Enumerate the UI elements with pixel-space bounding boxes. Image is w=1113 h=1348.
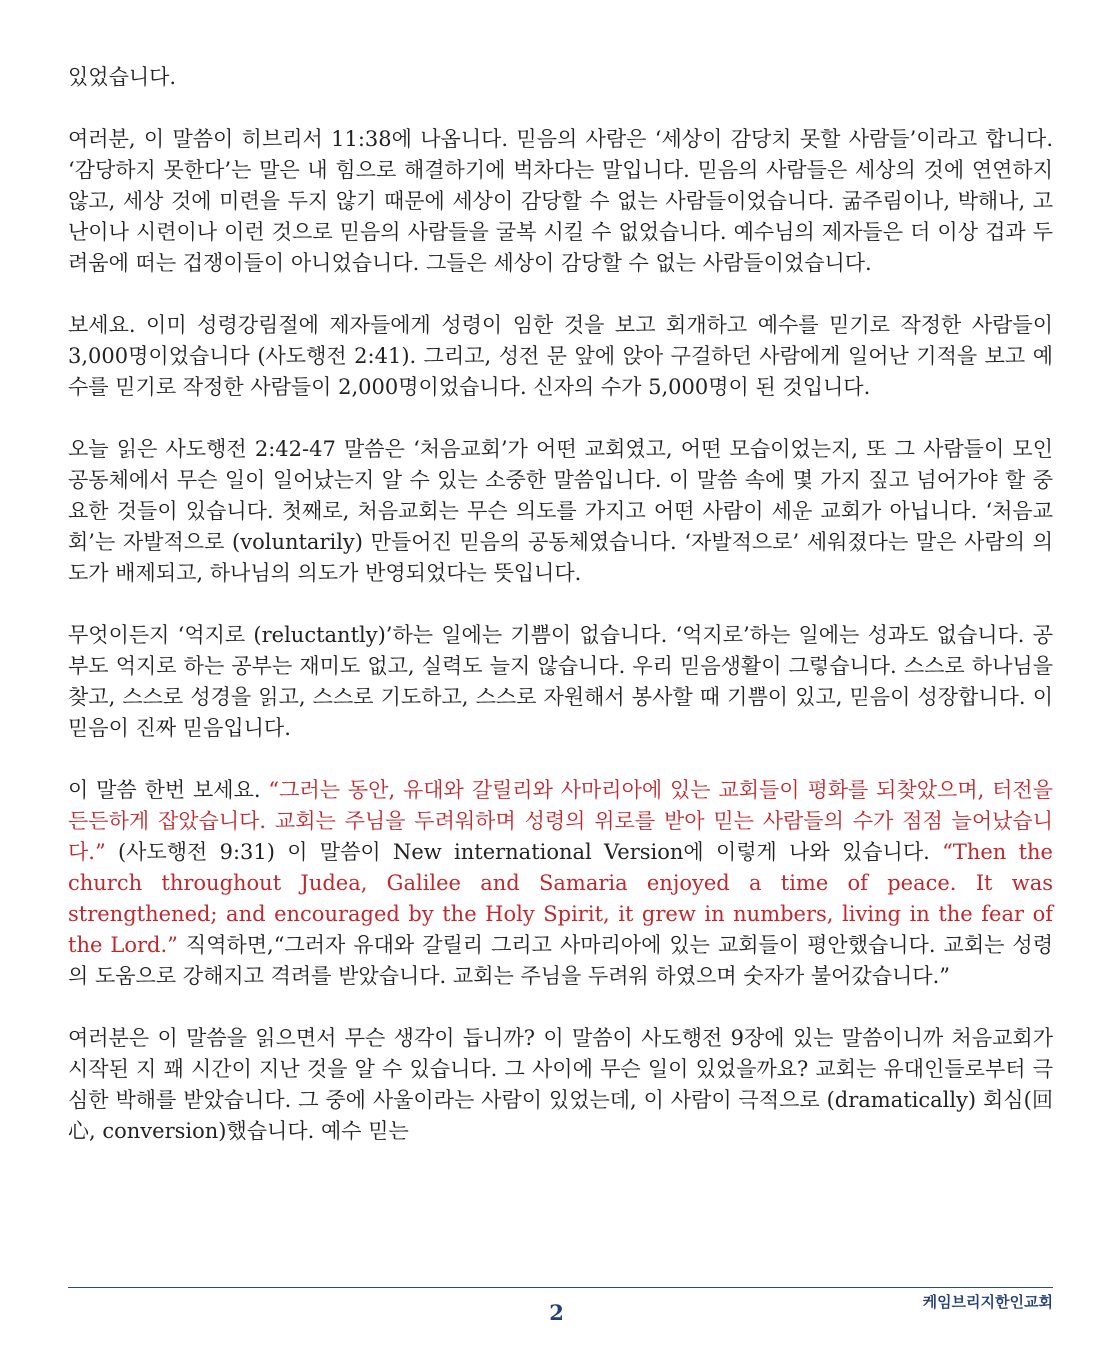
paragraph-text: 이 말씀 한번 보세요. — [68, 778, 269, 802]
paragraph-0 — [68, 62, 1053, 93]
page-number: 2 — [549, 1300, 564, 1325]
paragraph-5 — [68, 775, 1053, 992]
paragraph-2 — [68, 310, 1053, 403]
paragraph-4 — [68, 620, 1053, 744]
paragraph-text: 무엇이든지 ‘억지로 (reluctantly)’하는 일에는 기쁨이 없습니다. ‘억지로’하는 일에는 성과도 없습니다. 공부도 억지로 하는 공부는 재미도 없고, 실력도 늘지 않습니다. 우리 믿음생활이 그렇습니다. 스스로 하나님을 찾고, 스스로 성경을 읽고, 스스로 기도하고, 스스로 자원해서 봉사할 때 기쁨이 있고, 믿음이 성장합니다. 이 믿음이 진짜 믿음입니다. — [68, 623, 1053, 740]
paragraph-text: 직역하면,“그러자 유대와 갈릴리 그리고 사마리아에 있는 교회들이 평안했습니다. 교회는 성령의 도움으로 강해지고 격려를 받았습니다. 교회는 주님을 두려워 하였으며 숫자가 불어갔습니다.” — [68, 933, 1053, 988]
footer-church-name: 케임브리지한인교회 — [922, 1293, 1053, 1311]
page-body — [68, 62, 1053, 1178]
paragraph-6 — [68, 1023, 1053, 1147]
paragraph-text: 여러분은 이 말씀을 읽으면서 무슨 생각이 듭니까? 이 말씀이 사도행전 9장에 있는 말씀이니까 처음교회가 시작된 지 꽤 시간이 지난 것을 알 수 있습니다. 그 사이에 무슨 일이 있었을까요? 교회는 유대인들로부터 극심한 박해를 받았습니다. 그 중에 사울이라는 사람이 있었는데, 이 사람이 극적으로 (dramatically) 회심(回心, conversion)했습니다. 예수 믿는 — [68, 1026, 1053, 1143]
paragraph-text: 여러분, 이 말씀이 히브리서 11:38에 나옵니다. 믿음의 사람은 ‘세상이 감당치 못할 사람들’이라고 합니다. ‘감당하지 못한다’는 말은 내 힘으로 해결하기에 벅차다는 말입니다. 믿음의 사람들은 세상의 것에 연연하지 않고, 세상 것에 미련을 두지 않기 때문에 세상이 감당할 수 없는 사람들이었습니다. 굶주림이나, 박해나, 고난이나 시련이나 이런 것으로 믿음의 사람들을 굴복 시킬 수 없었습니다. 예수님의 제자들은 더 이상 겁과 두려움에 떠는 겁쟁이들이 아니었습니다. 그들은 세상이 감당할 수 없는 사람들이었습니다. — [68, 127, 1053, 275]
paragraph-text: 보세요. 이미 성령강림절에 제자들에게 성령이 임한 것을 보고 회개하고 예수를 믿기로 작정한 사람들이 3,000명이었습니다 (사도행전 2:41). 그리고, 성전 문 앞에 앉아 구걸하던 사람에게 일어난 기적을 보고 예수를 믿기로 작정한 사람들이 2,000명이었습니다. 신자의 수가 5,000명이 된 것입니다. — [68, 313, 1053, 399]
paragraph-1 — [68, 124, 1053, 279]
scripture-quote-english: “Then the church throughout Judea, Galilee and Samaria enjoyed a time of peace. It was strengthened; and encouraged by the Holy Spirit, it grew in numbers, living in the fear of the Lord.” — [68, 840, 1053, 957]
footer-divider — [68, 1287, 1053, 1288]
paragraph-text: (사도행전 9:31) 이 말씀이 New international Version에 이렇게 나와 있습니다. — [105, 840, 943, 864]
paragraph-text: 있었습니다. — [68, 65, 177, 89]
paragraph-3 — [68, 434, 1053, 589]
paragraph-text: 오늘 읽은 사도행전 2:42-47 말씀은 ‘처음교회’가 어떤 교회였고, 어떤 모습이었는지, 또 그 사람들이 모인 공동체에서 무슨 일이 일어났는지 알 수 있는 소중한 말씀입니다. 이 말씀 속에 몇 가지 짚고 넘어가야 할 중요한 것들이 있습니다. 첫째로, 처음교회는 무슨 의도를 가지고 어떤 사람이 세운 교회가 아닙니다. ‘처음교회’는 자발적으로 (voluntarily) 만들어진 믿음의 공동체였습니다. ‘자발적으로’ 세워졌다는 말은 사람의 의도가 배제되고, 하나님의 의도가 반영되었다는 뜻입니다. — [68, 437, 1053, 585]
scripture-quote-korean: “그러는 동안, 유대와 갈릴리와 사마리아에 있는 교회들이 평화를 되찾았으며, 터전을 든든하게 잡았습니다. 교회는 주님을 두려워하며 성령의 위로를 받아 믿는 사람들의 수가 점점 늘어났습니다.” — [68, 778, 1053, 864]
